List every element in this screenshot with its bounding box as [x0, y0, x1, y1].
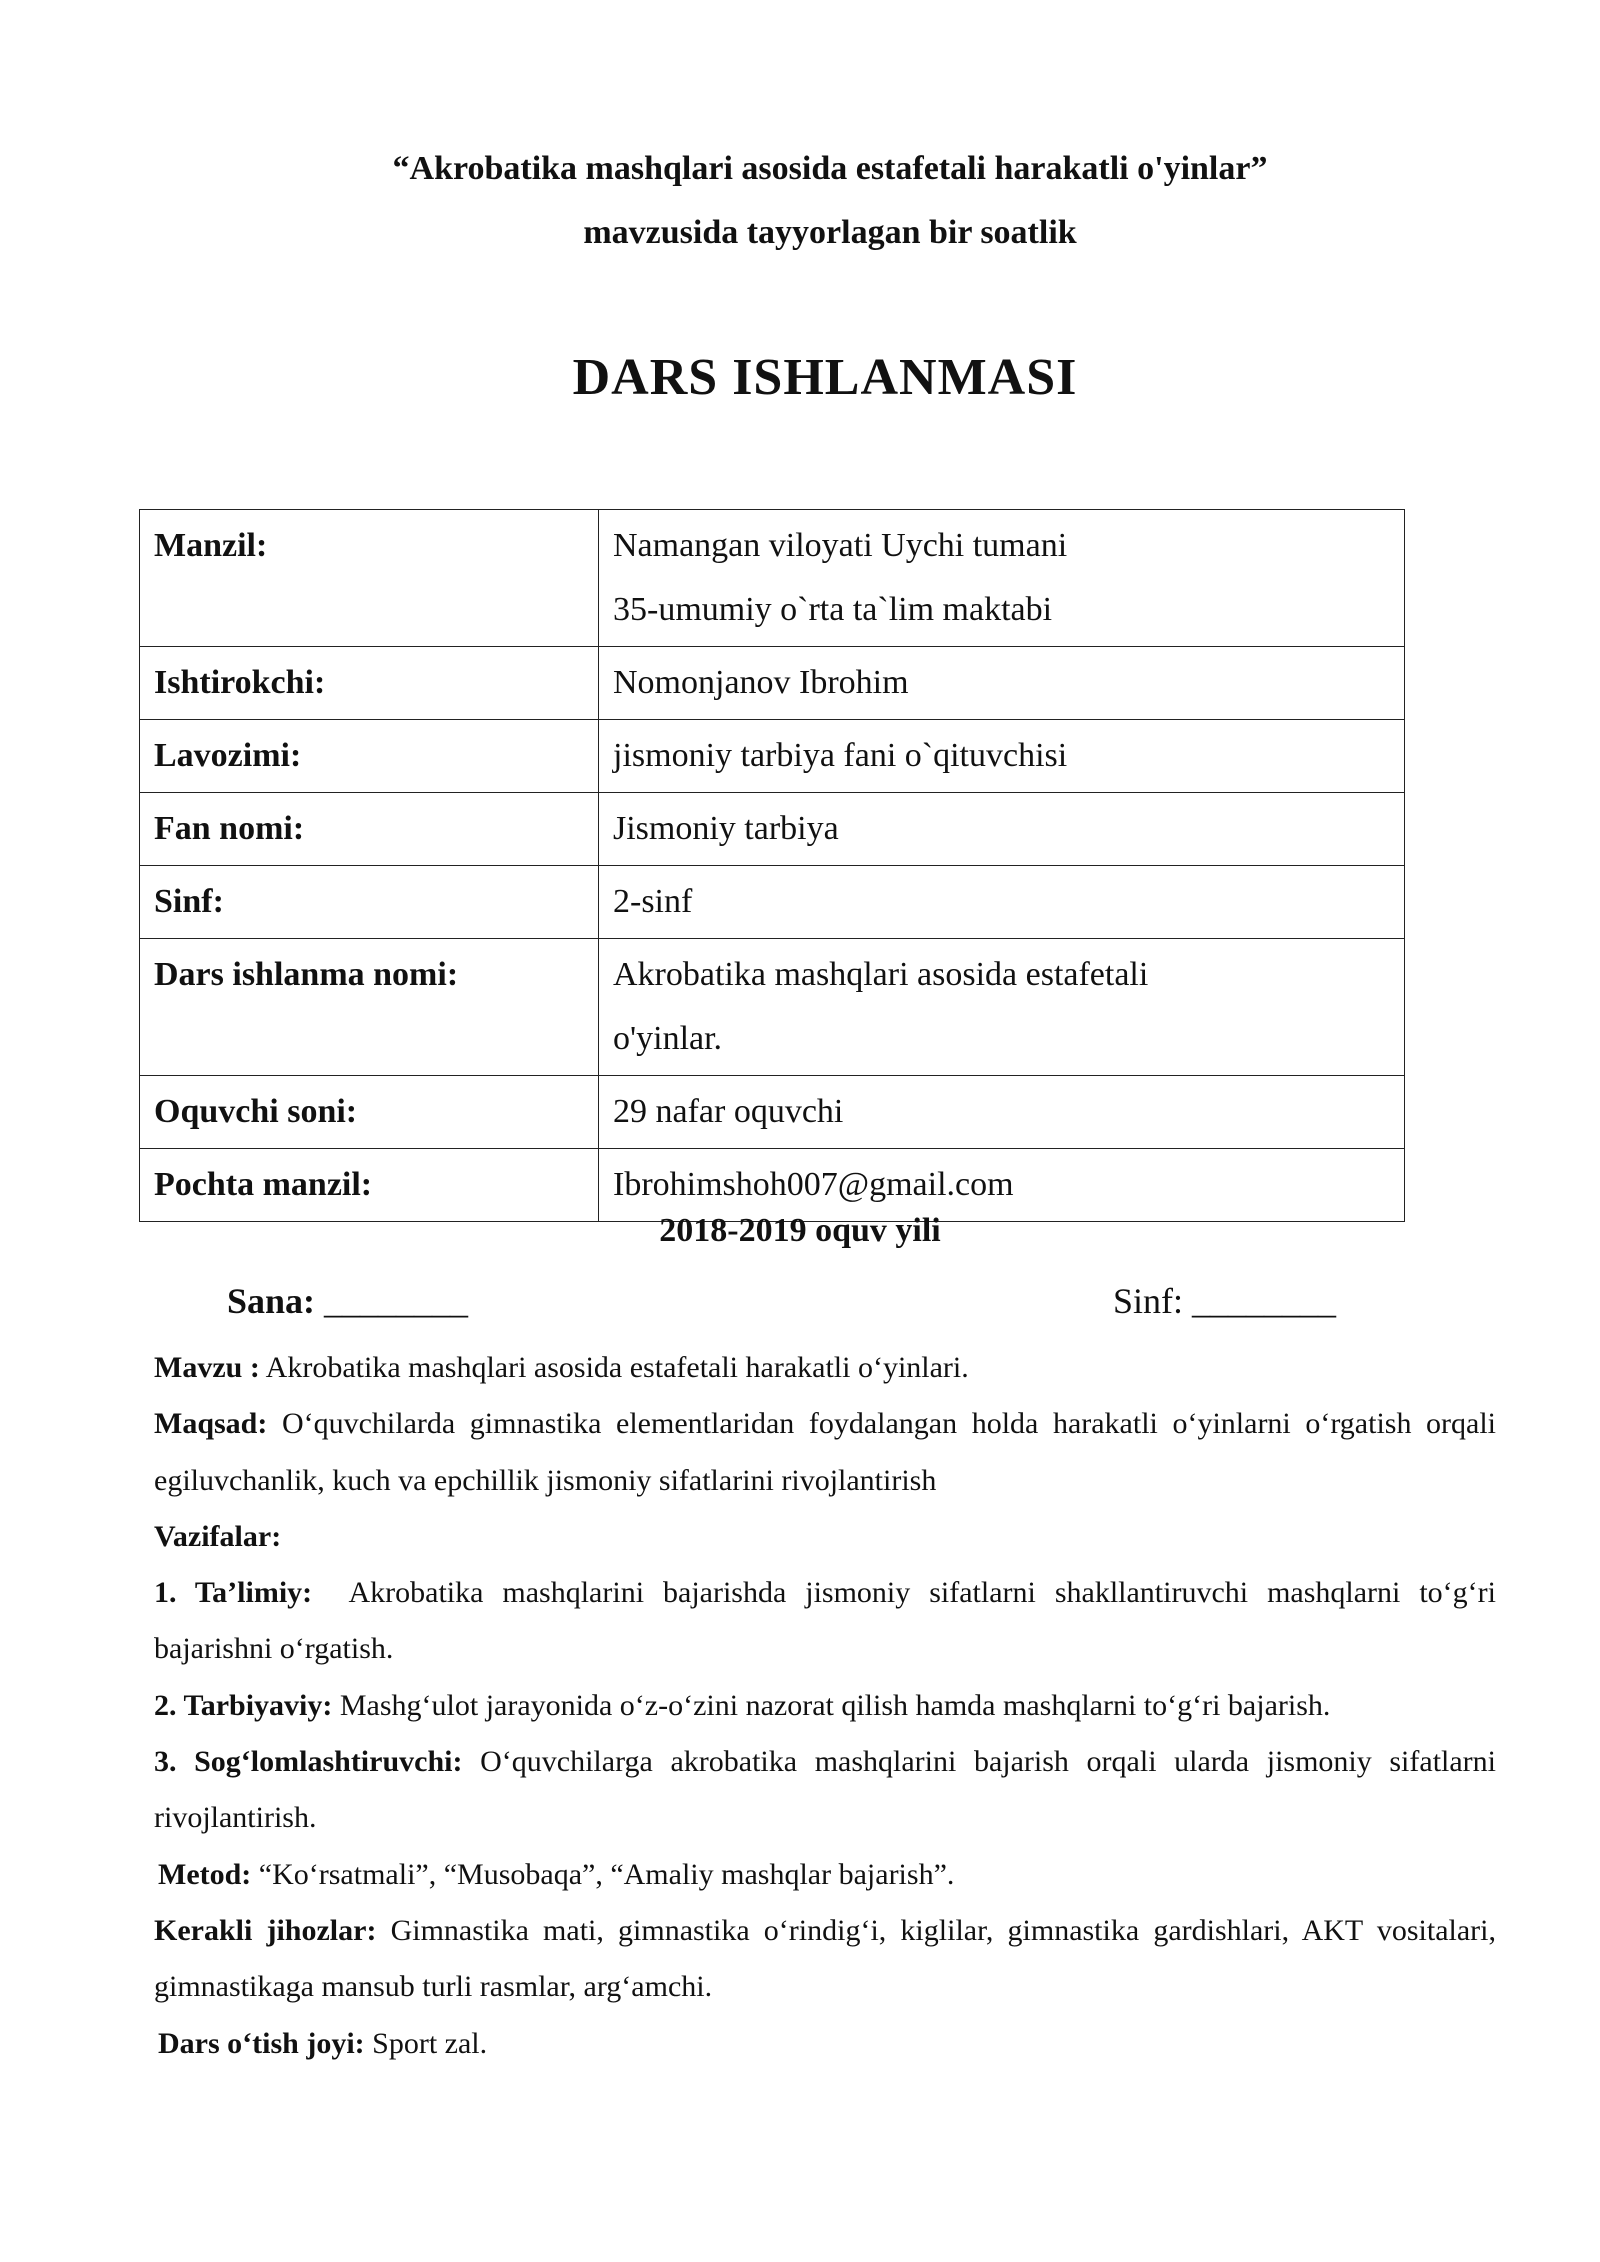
row-value: 29 nafar oquvchi — [599, 1076, 1405, 1149]
section-label: Kerakli jihozlar: — [154, 1913, 377, 1947]
section-jihozlar — [154, 1903, 1496, 2016]
lesson-body — [154, 1340, 1496, 2072]
document-title: DARS ISHLANMASI — [572, 349, 1078, 406]
header-line-1: “Akrobatika mashqlari asosida estafetali harakatli o'yinlar” — [392, 150, 1268, 187]
value-line: Namangan viloyati Uychi tumani — [613, 527, 1068, 564]
row-label: Lavozimi: — [140, 720, 599, 793]
class-label: Sinf: — [1113, 1281, 1184, 1321]
section-label: Mavzu : — [154, 1351, 260, 1384]
row-value — [599, 939, 1405, 1076]
row-label: Ishtirokchi: — [140, 647, 599, 720]
info-table — [139, 509, 1405, 1222]
date-label: Sana: — [227, 1281, 316, 1321]
table-row — [140, 793, 1405, 866]
section-label: 2. Tarbiyaviy: — [154, 1688, 333, 1722]
section-label: Dars o‘tish joyi: — [158, 2026, 365, 2060]
row-value: jismoniy tarbiya fani o`qituvchisi — [599, 720, 1405, 793]
table-row — [140, 647, 1405, 720]
row-label: Oquvchi soni: — [140, 1076, 599, 1149]
section-vazifalar — [154, 1509, 1496, 1565]
section-metod — [154, 1847, 1496, 1903]
section-label: Maqsad: — [154, 1407, 268, 1441]
section-soglomlashtiruvchi — [154, 1734, 1496, 1847]
academic-year: 2018-2019 oquv yili — [659, 1212, 941, 1249]
section-label: Vazifalar: — [154, 1519, 282, 1553]
section-label: Metod: — [158, 1857, 252, 1891]
table-row — [140, 1149, 1405, 1222]
section-text: Sport zal. — [372, 2026, 488, 2060]
table-row — [140, 866, 1405, 939]
section-text: Akrobatika mashqlari asosida estafetali harakatli o‘yinlari. — [265, 1351, 969, 1384]
date-blank: ________ — [324, 1281, 469, 1321]
section-maqsad — [154, 1396, 1496, 1509]
table-row — [140, 1076, 1405, 1149]
section-mavzu — [154, 1340, 1496, 1396]
header-line-2: mavzusida tayyorlagan bir soatlik — [583, 214, 1077, 251]
row-value — [599, 510, 1405, 647]
table-row — [140, 720, 1405, 793]
section-label: 1. Ta’limiy: — [154, 1576, 313, 1610]
row-value: Ibrohimshoh007@gmail.com — [599, 1149, 1405, 1222]
row-label: Manzil: — [140, 510, 599, 647]
value-line: 35-umumiy o`rta ta`lim maktabi — [613, 591, 1053, 628]
section-text: Gimnastika mati, gimnastika o‘rindig‘i, kiglilar, gimnastika gardishlari, AKT vositalari, gimnastikaga mansub turli rasmlar, arg‘amchi. — [154, 1913, 1496, 2004]
row-label: Sinf: — [140, 866, 599, 939]
value-line: o'yinlar. — [613, 1020, 723, 1057]
section-label: 3. Sog‘lomlashtiruvchi: — [154, 1745, 463, 1779]
section-text: “Ko‘rsatmali”, “Musobaqa”, “Amaliy mashqlar bajarish”. — [258, 1857, 955, 1891]
date-field — [227, 1280, 468, 1322]
class-field — [1113, 1280, 1336, 1322]
row-value: Jismoniy tarbiya — [599, 793, 1405, 866]
section-text: Akrobatika mashqlarini bajarishda jismoniy sifatlarni shakllantiruvchi mashqlarni to‘g‘ri bajarishni o‘rgatish. — [154, 1576, 1496, 1666]
section-text: O‘quvchilarga akrobatika mashqlarini bajarish orqali ularda jismoniy sifatlarni rivojlantirish. — [154, 1745, 1497, 1835]
section-text: Mashg‘ulot jarayonida o‘z-o‘zini nazorat qilish hamda mashqlarni to‘g‘ri bajarish. — [339, 1688, 1331, 1722]
value-line: Akrobatika mashqlari asosida estafetali — [613, 956, 1149, 993]
class-blank: ________ — [1192, 1281, 1337, 1321]
table-row — [140, 939, 1405, 1076]
row-value: Nomonjanov Ibrohim — [599, 647, 1405, 720]
row-label: Dars ishlanma nomi: — [140, 939, 599, 1076]
row-label: Pochta manzil: — [140, 1149, 599, 1222]
row-value: 2-sinf — [599, 866, 1405, 939]
section-talimiy — [154, 1565, 1496, 1678]
row-label: Fan nomi: — [140, 793, 599, 866]
section-tarbiyaviy — [154, 1678, 1496, 1734]
section-joy — [154, 2016, 1496, 2072]
table-row — [140, 510, 1405, 647]
section-text: O‘quvchilarda gimnastika elementlaridan foydalangan holda harakatli o‘yinlarni o‘rgatish orqali egiluvchanlik, kuch va epchillik jismoniy sifatlarini rivojlantirish — [154, 1407, 1497, 1497]
